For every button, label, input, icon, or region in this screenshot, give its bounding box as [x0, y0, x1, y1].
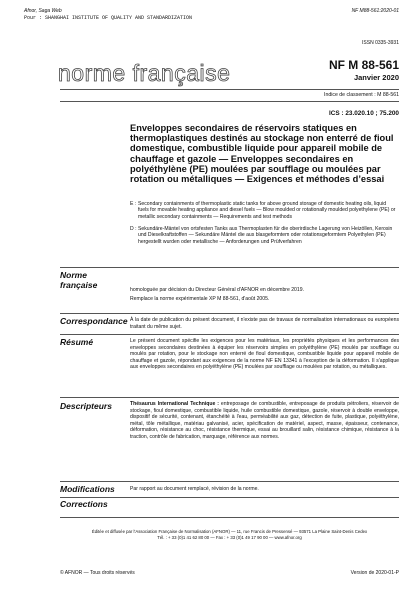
divider — [60, 481, 399, 482]
divider — [60, 101, 399, 102]
section-label-norme: Norme française — [60, 270, 98, 290]
replacement-text: Remplace la norme expérimentale XP M 88-561, d'août 2005. — [130, 296, 270, 302]
thesaurus-label: Thésaurus International Technique : — [130, 401, 219, 407]
section-label-descripteurs: Descripteurs — [60, 401, 112, 411]
language-code: E : — [130, 201, 137, 207]
divider — [60, 89, 399, 90]
divider — [60, 497, 399, 498]
publisher-address: Éditée et diffusée par l'Association Française de Normalisation (AFNOR) — 11, rue Francis de Pressensé — 93571 La Plaine Saint-Denis Cedex — [91, 529, 368, 534]
divider — [60, 334, 399, 335]
ics-codes: ICS : 23.020.10 ; 75.200 — [329, 110, 399, 117]
copyright: © AFNOR — Tous droits réservés — [60, 570, 135, 576]
issn: ISSN 0335-3931 — [362, 40, 399, 46]
publisher-info — [60, 529, 399, 540]
translation-english — [130, 201, 400, 220]
resume-text: Le présent document spécifie les exigences pour les matériaux, les propriétés physiques et les performances des enveloppes secondaires destinées à équiper les réservoirs simples en polyéthylène (PE) moulés par soufflage ou moulés par rotation, pour le stockage non enterré de fioul domestique, combustible liquide pour appareil mobile de chauffage et gazole, répondant aux exigences de la norme NF EN 13341 à l'exception de la déformation. Il s'applique aux enveloppes secondaires en polyéthylène (PE) moulées par soufflage ou moulées par rotation, ou métalliques. — [130, 338, 399, 371]
divider — [60, 517, 399, 518]
brand-logo: norme française — [58, 60, 231, 86]
modifications-text: Par rapport au document remplacé, révision de la norme. — [130, 486, 259, 492]
version: Version de 2020-01-P — [350, 570, 399, 576]
section-label-resume: Résumé — [60, 337, 94, 347]
language-code: D : — [130, 226, 137, 232]
section-label-modifications: Modifications — [60, 484, 115, 494]
divider — [60, 267, 399, 268]
divider — [60, 313, 399, 314]
standard-reference: NF M 88-561 — [328, 58, 399, 72]
section-label-correspondance: Correspondance — [60, 316, 128, 326]
section-label-corrections: Corrections — [60, 499, 108, 509]
translation-german — [130, 226, 400, 245]
document-title: Enveloppes secondaires de réservoirs statiques en thermoplastiques destinés au stockage non enterré de fioul domestique, combustible liquide pour appareil mobile de chauffage et gazole — Enveloppes secondaires en polyéthylène (PE) moulées par soufflage ou moulées par rotation ou métalliques — Exigences et méthodes d’essai — [130, 123, 394, 185]
classification-index: Indice de classement : M 88-561 — [324, 92, 399, 98]
translation-text: Sekundäre-Mäntel von ortsfesten Tanks aus Thermoplasten für die oberirdische Lagerung von Heizöllen, Kerosin und Dieselkraftstoffen — Sekundäre Mäntel die aus blasgeformtem oder rotationsgeformtem Polyethylen (PE) hergestellt wurden oder metallische — Anforderungen und Prüfverfahren — [138, 226, 393, 245]
homologation-text: homologuée par décision du Directeur Général d'AFNOR en décembre 2019. — [130, 287, 304, 293]
correspondance-text: À la date de publication du présent document, il n'existe pas de travaux de normalisation internationaux ou européens traitant du même sujet. — [130, 317, 399, 330]
publisher-contact: Tél. : + 33 (0)1 41 62 80 00 — Fax : + 33 (0)1 49 17 90 00 — www.afnor.org — [157, 534, 302, 540]
translation-text: Secondary containments of thermoplastic static tanks for above ground storage of domestic heating oils, liquid fuels for movable heating appliance and diesel fuels — Blow moulded or rotationally moulded polyethylene (PE) or metallic secondary containments — Requirements and test methods — [138, 201, 396, 220]
header-recipient: Pour : SHANGHAI INSTITUTE OF QUALITY AND STANDARDIZATION — [24, 15, 193, 21]
header-reference: NF M88-561:2020-01 — [351, 8, 399, 14]
descriptors-keywords: entreposage de combustible, entreposage de produits pétroliers, réservoir de stockage, fioul domestique, combustible liquide, huile combustible domestique, gazole, réservoir à double enveloppe, dispositif de sécurité, contenant, étanchéité à l'eau, perméabilité aux gaz, détection de fuite, plastique, polyéthylène, métal, tôle métallique, matériau galvanisé, acier, spécification de matériel, aspect, masse, épaisseur, contenance, déformation, résistance au choc, résistance thermique, essai au brouillard salin, résistance chimique, résistance à la traction, contrôle de fabrication, marquage, référence aux normes. — [130, 401, 399, 440]
publication-date: Janvier 2020 — [353, 73, 399, 82]
divider — [60, 397, 399, 398]
descriptors-text — [130, 401, 399, 441]
header-source: Afnor, Saga Web — [24, 8, 62, 14]
